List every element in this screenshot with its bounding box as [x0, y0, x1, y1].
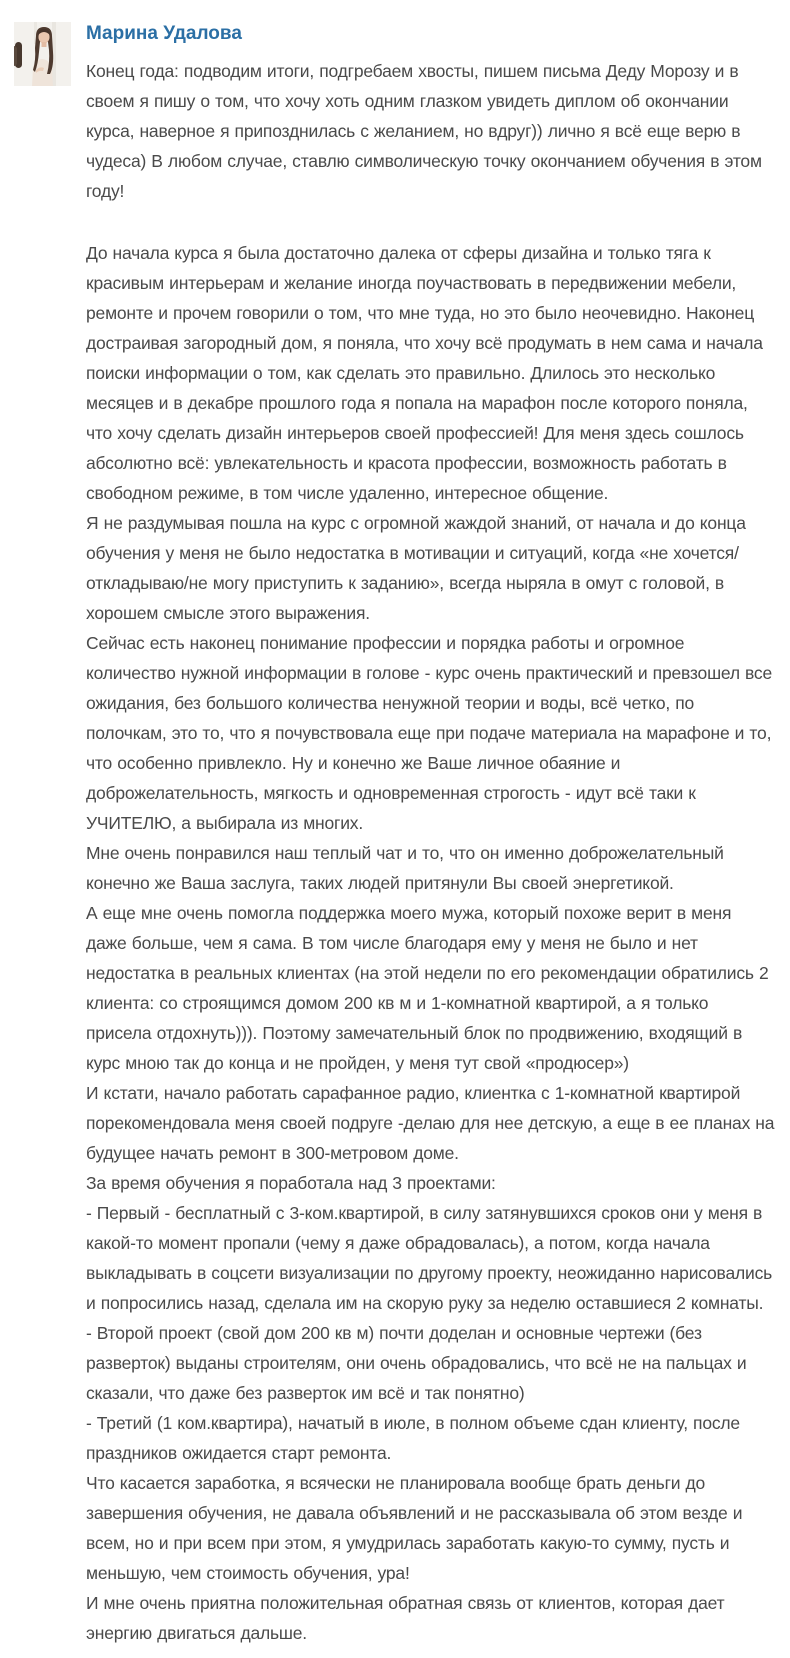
review-paragraph: А еще мне очень помогла поддержка моего мужа, который похоже верит в меня даже больше, чем я сама. В том числе благодаря ему у меня не было и нет недостатка в реальных клиентах (на этой недели по его рекомендации обратились 2 клиента: со строящимся домом 200 кв м и 1-комнатной квартирой, а я только присела отдохнуть))). Поэтому замечательный блок по продвижению, входящий в курс мною так до конца и не пройден, у меня тут свой «продюсер»): [86, 903, 769, 1073]
review-paragraph: - Первый - бесплатный с 3-ком.квартирой, в силу затянувшихся сроков они у меня в какой-то момент пропали (чему я даже обрадовалась), а потом, когда начала выкладывать в соцсети визуализации по другому проекту, неожиданно нарисовались и попросились назад, сделала им на скорую руку за неделю оставшиеся 2 комнаты.: [86, 1203, 773, 1313]
review-paragraph: - Третий (1 ком.квартира), начатый в июле, в полном объеме сдан клиенту, после праздников ожидается старт ремонта.: [86, 1413, 740, 1463]
avatar-photo-illustration: [14, 22, 71, 86]
post-content: [86, 22, 775, 1648]
author-name[interactable]: Марина Удалова: [86, 23, 242, 44]
review-text: [86, 56, 775, 1648]
review-paragraph: Сейчас есть наконец понимание профессии и порядка работы и огромное количество нужной информации в голове - курс очень практический и превзошел все ожидания, без большого количества ненужной теории и воды, всё четко, по полочкам, это то, что я почувствовала еще при подаче материала на марафоне и то, что особенно привлекло. Ну и конечно же Ваше личное обаяние и доброжелательность, мягкость и одновременная строгость - идут всё таки к УЧИТЕЛЮ, а выбирала из многих.: [86, 633, 773, 833]
review-paragraph: За время обучения я поработала над 3 проектами:: [86, 1173, 496, 1193]
review-paragraphs: [86, 238, 775, 1648]
review-paragraph: И мне очень приятна положительная обратная связь от клиентов, которая дает энергию двигаться дальше.: [86, 1593, 725, 1643]
review-paragraph: И кстати, начало работать сарафанное радио, клиентка с 1-комнатной квартирой порекомендовала меня своей подруге -делаю для нее детскую, а еще в ее планах на будущее начать ремонт в 300-метровом доме.: [86, 1083, 775, 1163]
avatar[interactable]: [14, 22, 71, 86]
review-paragraph: Мне очень понравился наш теплый чат и то, что он именно доброжелательный конечно же Ваша заслуга, таких людей притянули Вы своей энергетикой.: [86, 843, 724, 893]
review-paragraph: До начала курса я была достаточно далека от сферы дизайна и только тяга к красивым интерьерам и желание иногда поучаствовать в передвижении мебели, ремонте и прочем говорили о том, что мне туда, но это было неочевидно. Наконец достраивая загородный дом, я поняла, что хочу всё продумать в нем сама и начала поиски информации о том, как сделать это правильно. Длилось это несколько месяцев и в декабре прошлого года я попала на марафон после которого поняла, что хочу сделать дизайн интерьеров своей профессией! Для меня здесь сошлось абсолютно всё: увлекательность и красота профессии, возможность работать в свободном режиме, в том числе удаленно, интересное общение.: [86, 243, 763, 503]
review-paragraph: - Второй проект (свой дом 200 кв м) почти доделан и основные чертежи (без разверток) выданы строителям, они очень обрадовались, что всё не на пальцах и сказали, что даже без разверток им всё и так понятно): [86, 1323, 747, 1403]
review-paragraph: Я не раздумывая пошла на курс с огромной жаждой знаний, от начала и до конца обучения у меня не было недостатка в мотивации и ситуаций, когда «не хочется/откладываю/не могу приступить к заданию», всегда ныряла в омут с головой, в хорошем смысле этого выражения.: [86, 513, 746, 623]
review-paragraph: Что касается заработка, я всячески не планировала вообще брать деньги до завершения обучения, не давала объявлений и не рассказывала об этом везде и всем, но и при всем при этом, я умудрилась заработать какую-то сумму, пусть и меньшую, чем стоимость обучения, ура!: [86, 1473, 743, 1583]
review-intro-paragraph: Конец года: подводим итоги, подгребаем хвосты, пишем письма Деду Морозу и в своем я пишу о том, что хочу хоть одним глазком увидеть диплом об окончании курса, наверное я припозднилась с желанием, но вдруг)) лично я всё еще верю в чудеса) В любом случае, ставлю символическую точку окончанием обучения в этом году!: [86, 61, 762, 201]
